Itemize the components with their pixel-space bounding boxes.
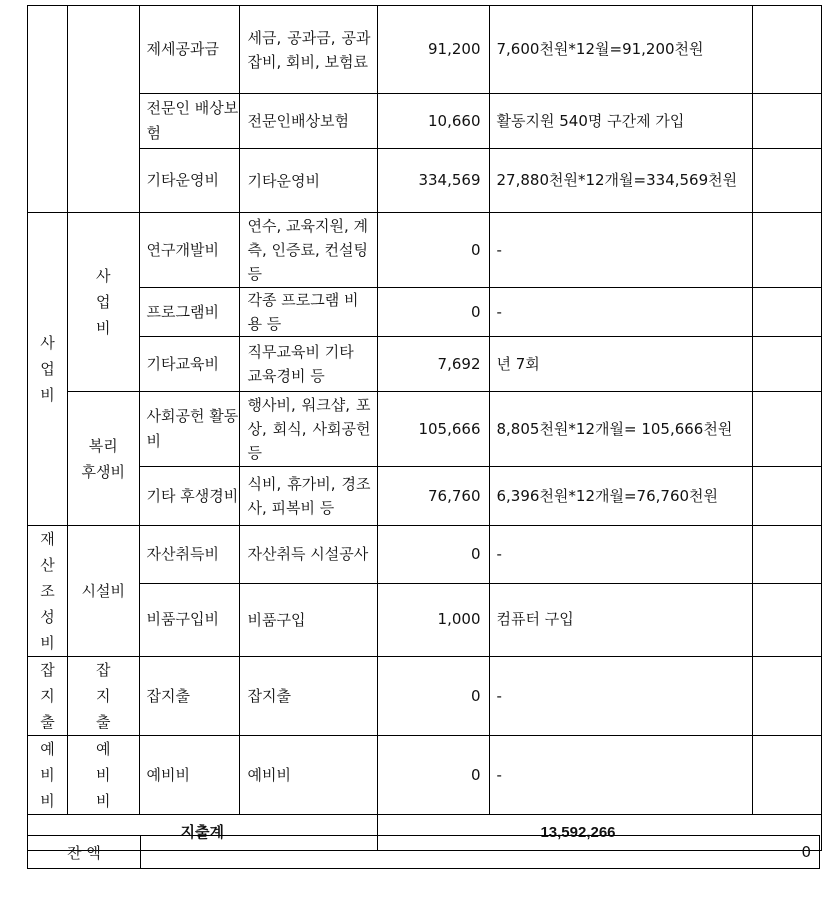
total-label: 지출계 bbox=[28, 815, 378, 851]
empty-cell bbox=[752, 288, 821, 337]
group-misc-minor-label: 잡지출 bbox=[68, 657, 140, 736]
item-amount: 0 bbox=[377, 657, 489, 736]
empty-minor-cell bbox=[68, 6, 140, 213]
total-amount: 13,592,266 bbox=[377, 815, 821, 851]
item-note: 6,396천원*12개월=76,760천원 bbox=[489, 467, 752, 526]
empty-cell bbox=[752, 149, 821, 213]
item-amount: 1,000 bbox=[377, 583, 489, 656]
table-row bbox=[28, 94, 822, 149]
item-note: 활동지원 540명 구간제 가입 bbox=[489, 94, 752, 149]
balance-row bbox=[28, 836, 820, 869]
item-detail: 기타운영비 bbox=[239, 149, 377, 213]
group-business-label: 사업비 bbox=[28, 213, 68, 526]
empty-cell bbox=[752, 467, 821, 526]
table-row bbox=[28, 337, 822, 392]
table-row bbox=[28, 288, 822, 337]
item-amount: 76,760 bbox=[377, 467, 489, 526]
item-detail: 잡지출 bbox=[239, 657, 377, 736]
table-row bbox=[28, 657, 822, 736]
empty-cell bbox=[752, 337, 821, 392]
table-row bbox=[28, 467, 822, 526]
item-name: 전문인 배상보험 bbox=[139, 94, 239, 149]
item-note: 27,880천원*12개월=334,569천원 bbox=[489, 149, 752, 213]
item-amount: 0 bbox=[377, 526, 489, 584]
empty-cell bbox=[752, 583, 821, 656]
table-row bbox=[28, 6, 822, 94]
table-row bbox=[28, 213, 822, 288]
item-detail: 식비, 휴가비, 경조사, 피복비 등 bbox=[239, 467, 377, 526]
item-detail: 연수, 교육지원, 계측, 인증료, 컨설팅 등 bbox=[239, 213, 377, 288]
empty-cell bbox=[752, 736, 821, 815]
item-note: - bbox=[489, 213, 752, 288]
empty-major-cell bbox=[28, 6, 68, 213]
empty-cell bbox=[752, 657, 821, 736]
item-name: 프로그램비 bbox=[139, 288, 239, 337]
item-amount: 10,660 bbox=[377, 94, 489, 149]
table-row bbox=[28, 736, 822, 815]
item-name: 제세공과금 bbox=[139, 6, 239, 94]
balance-label: 잔 액 bbox=[28, 836, 141, 869]
table-row bbox=[28, 583, 822, 656]
item-name: 사회공헌 활동비 bbox=[139, 392, 239, 467]
item-note: - bbox=[489, 526, 752, 584]
item-detail: 전문인배상보험 bbox=[239, 94, 377, 149]
empty-cell bbox=[752, 213, 821, 288]
item-name: 기타운영비 bbox=[139, 149, 239, 213]
item-amount: 0 bbox=[377, 736, 489, 815]
item-detail: 세금, 공과금, 공과잡비, 회비, 보험료 bbox=[239, 6, 377, 94]
group-misc-major-label: 잡지출 bbox=[28, 657, 68, 736]
item-note: 7,600천원*12월=91,200천원 bbox=[489, 6, 752, 94]
item-name: 연구개발비 bbox=[139, 213, 239, 288]
item-name: 자산취득비 bbox=[139, 526, 239, 584]
item-name: 기타교육비 bbox=[139, 337, 239, 392]
group-welfare-sub-label: 복리 후생비 bbox=[68, 392, 140, 526]
item-note: - bbox=[489, 288, 752, 337]
item-name: 예비비 bbox=[139, 736, 239, 815]
group-reserve-major-label: 예비비 bbox=[28, 736, 68, 815]
item-note: 8,805천원*12개월= 105,666천원 bbox=[489, 392, 752, 467]
item-note: 컴퓨터 구입 bbox=[489, 583, 752, 656]
table-row bbox=[28, 149, 822, 213]
item-note: - bbox=[489, 657, 752, 736]
group-capital-label: 재산조성비 bbox=[28, 526, 68, 657]
item-name: 기타 후생경비 bbox=[139, 467, 239, 526]
item-amount: 91,200 bbox=[377, 6, 489, 94]
item-detail: 비품구입 bbox=[239, 583, 377, 656]
empty-cell bbox=[752, 526, 821, 584]
table-row bbox=[28, 526, 822, 584]
item-detail: 예비비 bbox=[239, 736, 377, 815]
item-amount: 334,569 bbox=[377, 149, 489, 213]
balance-table bbox=[27, 835, 820, 869]
item-note: 년 7회 bbox=[489, 337, 752, 392]
empty-cell bbox=[752, 94, 821, 149]
item-detail: 직무교육비 기타 교육경비 등 bbox=[239, 337, 377, 392]
table-row bbox=[28, 392, 822, 467]
item-note: - bbox=[489, 736, 752, 815]
item-name: 비품구입비 bbox=[139, 583, 239, 656]
item-amount: 105,666 bbox=[377, 392, 489, 467]
item-detail: 각종 프로그램 비용 등 bbox=[239, 288, 377, 337]
group-business-sub-label: 사업비 bbox=[68, 213, 140, 392]
item-amount: 0 bbox=[377, 213, 489, 288]
balance-amount: 0 bbox=[141, 836, 820, 869]
empty-cell bbox=[752, 6, 821, 94]
item-name: 잡지출 bbox=[139, 657, 239, 736]
expense-table bbox=[27, 5, 822, 851]
item-detail: 행사비, 워크샵, 포상, 회식, 사회공헌 등 bbox=[239, 392, 377, 467]
item-detail: 자산취득 시설공사 bbox=[239, 526, 377, 584]
item-amount: 7,692 bbox=[377, 337, 489, 392]
empty-cell bbox=[752, 392, 821, 467]
group-facility-label: 시설비 bbox=[68, 526, 140, 657]
item-amount: 0 bbox=[377, 288, 489, 337]
group-reserve-minor-label: 예비비 bbox=[68, 736, 140, 815]
